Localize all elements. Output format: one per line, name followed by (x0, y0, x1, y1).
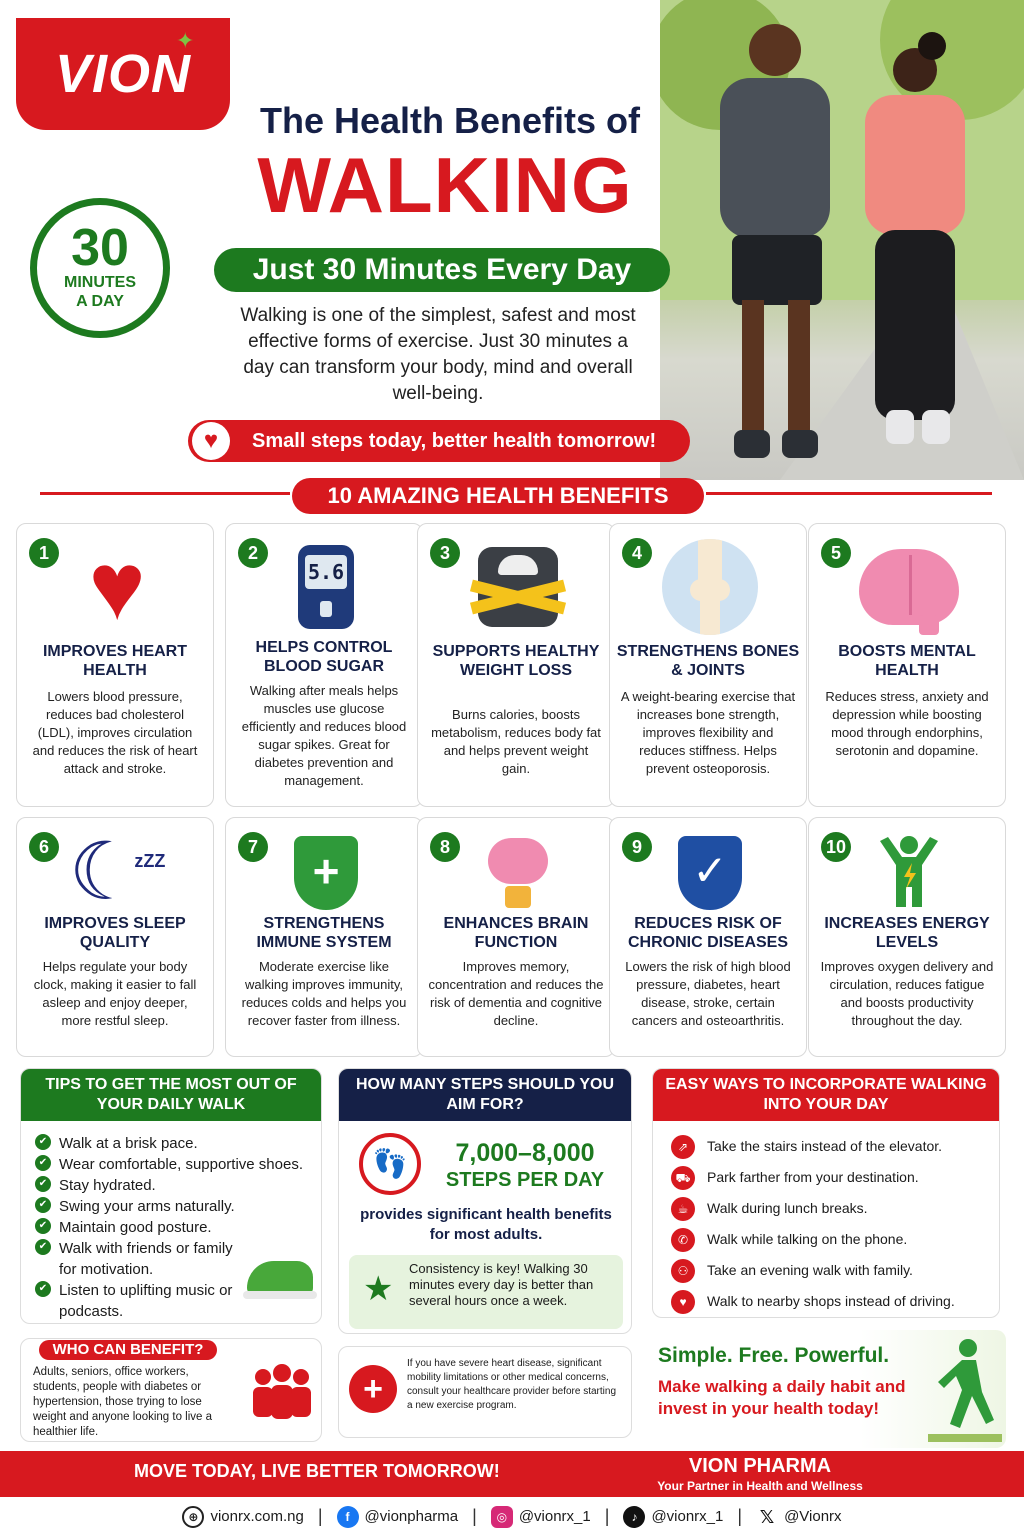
benefit-title: ENHANCES BRAIN FUNCTION (443, 915, 589, 951)
separator: | (737, 1506, 743, 1526)
heart-icon: ♥ (192, 422, 230, 460)
benefit-body: Lowers the risk of high blood pressure, diabetes, heart disease, stroke, certain cancers and osteoarthritis. (625, 959, 791, 1028)
tiktok-text: @vionrx_1 (651, 1507, 724, 1525)
benefit-title: REDUCES RISK OF CHRONIC DISEASES (627, 915, 789, 951)
glucometer-icon (276, 542, 376, 632)
energy-person-figure (874, 835, 944, 911)
way-item (667, 1255, 989, 1286)
divider-left (40, 492, 290, 495)
instagram-icon: ◎ (491, 1506, 513, 1528)
star-icon: ★ (363, 1270, 394, 1308)
tiktok-link[interactable] (623, 1506, 723, 1528)
intro-text: Walking is one of the simplest, safest and most effective forms of exercise. Just 30 minutes a day can transform your body, mind and overall well-being. (240, 305, 636, 404)
ways-title: EASY WAYS TO INCORPORATE WALKING INTO YOUR DAY (653, 1069, 999, 1121)
social-bar (0, 1497, 1024, 1536)
cta-line-1: Simple. Free. Powerful. (658, 1344, 890, 1367)
footer-bar (0, 1451, 1024, 1497)
scale-icon (468, 542, 568, 632)
benefit-number: 10 (821, 832, 851, 862)
separator: | (317, 1506, 323, 1526)
footer-slogan: MOVE TODAY, LIVE BETTER TOMORROW! (134, 1461, 500, 1481)
website-link[interactable] (182, 1506, 303, 1528)
x-icon: 𝕏 (756, 1506, 778, 1528)
benefit-body: Walking after meals helps muscles use glucose efficiently and reduces blood sugar spikes. Great for diabetes prevention and management. (241, 683, 407, 788)
way-item (667, 1286, 989, 1317)
benefit-title: INCREASES ENERGY LEVELS (824, 915, 990, 951)
steps-title: HOW MANY STEPS SHOULD YOU AIM FOR? (339, 1069, 631, 1121)
who-title: WHO CAN BENEFIT? (39, 1340, 217, 1360)
way-item (667, 1162, 989, 1193)
group-people-icon (249, 1363, 315, 1423)
benefit-number: 5 (821, 538, 851, 568)
benefit-title: IMPROVES HEART HEALTH (42, 643, 187, 679)
subtitle-pill: Just 30 Minutes Every Day (214, 248, 670, 292)
footprints-icon: 👣 (359, 1133, 421, 1195)
benefit-body: Improves memory, concentration and reduces the risk of dementia and cognitive decline. (428, 959, 604, 1028)
benefit-title: IMPROVES SLEEP QUALITY (44, 915, 186, 951)
brain-bulb-icon (468, 828, 568, 918)
benefit-body: Burns calories, boosts metabolism, reduces body fat and helps prevent weight gain. (431, 707, 601, 776)
benefit-body: Helps regulate your body clock, making it easier to fall asleep and enjoy deeper, more restful sleep. (33, 959, 197, 1028)
benefit-body: Lowers blood pressure, reduces bad cholesterol (LDL), improves circulation and reduces the risk of heart attack and stroke. (32, 689, 198, 776)
way-item (667, 1193, 989, 1224)
walking-couple-illustration (660, 0, 1024, 480)
logo-text: VION (54, 44, 192, 104)
car-icon: ⛟ (671, 1166, 695, 1190)
benefits-heading: 10 AMAZING HEALTH BENEFITS (292, 478, 704, 514)
tip-item: ✔ Wear comfortable, supportive shoes. (35, 1154, 307, 1175)
website-text: vionrx.com.ng (210, 1507, 304, 1525)
tip-item: ✔ Stay hydrated. (35, 1175, 307, 1196)
logo-star-icon: ✦ (176, 28, 196, 53)
benefit-card (609, 523, 807, 807)
benefit-card (417, 523, 615, 807)
tiktok-icon: ♪ (623, 1506, 645, 1528)
medical-cross-icon: + (349, 1365, 397, 1413)
family-icon: ⚇ (671, 1259, 695, 1283)
benefit-number: 7 (238, 832, 268, 862)
benefit-title: STRENGTHENS BONES & JOINTS (616, 643, 800, 679)
footer-brand: VION PHARMA (688, 1455, 832, 1477)
globe-icon: ⊕ (182, 1506, 204, 1528)
benefit-card (417, 817, 615, 1057)
benefit-number: 4 (622, 538, 652, 568)
lunch-icon: ☕ (671, 1197, 695, 1221)
tip-item: ✔ Maintain good posture. (35, 1217, 307, 1238)
benefit-card (16, 817, 214, 1057)
medical-warning (338, 1346, 632, 1438)
shop-icon: ♥ (671, 1290, 695, 1314)
clock-label: MINUTES A DAY (64, 274, 136, 310)
facebook-icon: f (337, 1506, 359, 1528)
slogan-banner (188, 420, 690, 462)
benefit-card (16, 523, 214, 807)
way-text: Park farther from your destination. (707, 1169, 919, 1185)
benefit-card (225, 523, 423, 807)
consistency-note (349, 1255, 623, 1329)
benefit-card (609, 817, 807, 1057)
benefit-number: 9 (622, 832, 652, 862)
vion-logo (16, 18, 230, 130)
way-text: Take an evening walk with family. (707, 1262, 913, 1278)
benefit-body: Reduces stress, anxiety and depression while boosting mood through endorphins, serotonin and dopamine. (825, 689, 989, 758)
ways-panel (652, 1068, 1000, 1318)
stairs-icon: ⇗ (671, 1135, 695, 1159)
benefit-body: Moderate exercise like walking improves immunity, reduces colds and helps you recover faster from illness. (241, 959, 407, 1028)
title-line-1: The Health Benefits of (259, 100, 641, 141)
consistency-text: Consistency is key! Walking 30 minutes every day is better than several hours once a week. (409, 1261, 594, 1308)
shield-plus-icon: + (276, 828, 376, 918)
steps-range: 7,000–8,000 (455, 1139, 595, 1167)
footer-tagline: Your Partner in Health and Wellness (657, 1479, 863, 1493)
tip-item: ✔ Listen to uplifting music or podcasts. (35, 1280, 235, 1322)
brain-icon (859, 542, 959, 632)
ways-list (653, 1121, 999, 1317)
warning-text: If you have severe heart disease, significant mobility limitations or other medical concerns, consult your healthcare provider before starting a new exercise program. (407, 1358, 617, 1411)
who-panel (20, 1338, 322, 1442)
benefit-number: 1 (29, 538, 59, 568)
steps-panel (338, 1068, 632, 1334)
energy-person-icon (859, 828, 959, 918)
divider-right (706, 492, 992, 495)
tip-item: ✔ Walk with friends or family for motivation. (35, 1238, 235, 1280)
benefit-title: HELPS CONTROL BLOOD SUGAR (255, 639, 393, 675)
sneaker-icon (243, 1255, 317, 1305)
benefit-title: STRENGTHENS IMMUNE SYSTEM (256, 915, 392, 951)
joint-icon (660, 542, 760, 632)
way-item (667, 1224, 989, 1255)
cta-box (642, 1330, 1006, 1448)
shield-check-icon: ✓ (660, 828, 760, 918)
tip-item: ✔ Swing your arms naturally. (35, 1196, 307, 1217)
steps-unit: STEPS PER DAY (445, 1169, 605, 1191)
walking-couple-photo (660, 0, 1024, 480)
benefit-card (225, 817, 423, 1057)
facebook-text: @vionpharma (364, 1507, 459, 1525)
steps-description: provides significant health benefits for most adults. (360, 1206, 612, 1243)
way-text: Walk to nearby shops instead of driving. (707, 1293, 955, 1309)
facebook-link[interactable] (337, 1506, 459, 1528)
x-link[interactable] (756, 1506, 841, 1528)
benefit-number: 3 (430, 538, 460, 568)
benefit-title: SUPPORTS HEALTHY WEIGHT LOSS (432, 643, 600, 679)
way-item (667, 1131, 989, 1162)
glucometer-reading: 5.6 (305, 555, 347, 589)
clock-number: 30 (71, 219, 129, 277)
instagram-text: @vionrx_1 (518, 1507, 591, 1525)
tips-title: TIPS TO GET THE MOST OUT OF YOUR DAILY WALK (21, 1069, 321, 1121)
thirty-minutes-clock-badge (30, 198, 170, 338)
moon-icon: ☾ zZZ (68, 826, 166, 916)
phone-icon: ✆ (671, 1228, 695, 1252)
separator: | (604, 1506, 610, 1526)
benefit-card (808, 817, 1006, 1057)
instagram-link[interactable] (491, 1506, 591, 1528)
heart-icon: ♥ (88, 533, 146, 640)
title-line-2: WALKING (257, 141, 633, 229)
cta-line-2: Make walking a daily habit and invest in your health today! (658, 1377, 906, 1418)
tip-item: ✔ Walk at a brisk pace. (35, 1133, 307, 1154)
separator: | (472, 1506, 477, 1526)
benefit-number: 8 (430, 832, 460, 862)
benefit-number: 2 (238, 538, 268, 568)
way-text: Take the stairs instead of the elevator. (707, 1138, 943, 1154)
x-text: @Vionrx (784, 1507, 842, 1525)
benefit-body: A weight-bearing exercise that increases bone strength, improves flexibility and reduces stiffness. Helps prevent osteoporosis. (620, 689, 796, 776)
benefit-number: 6 (29, 832, 59, 862)
who-body: Adults, seniors, office workers, students, people with diabetes or hypertension, those trying to lose weight and anyone looking to live a healthier life. (33, 1366, 213, 1438)
way-text: Walk during lunch breaks. (707, 1200, 868, 1216)
way-text: Walk while talking on the phone. (707, 1231, 908, 1247)
benefit-body: Improves oxygen delivery and circulation, reduces fatigue and boosts productivity throughout the day. (820, 959, 994, 1028)
slogan-text: Small steps today, better health tomorrow! (252, 430, 657, 452)
benefit-title: BOOSTS MENTAL HEALTH (838, 643, 976, 679)
benefit-card (808, 523, 1006, 807)
walking-person-icon (928, 1336, 1002, 1442)
tips-panel (20, 1068, 322, 1324)
